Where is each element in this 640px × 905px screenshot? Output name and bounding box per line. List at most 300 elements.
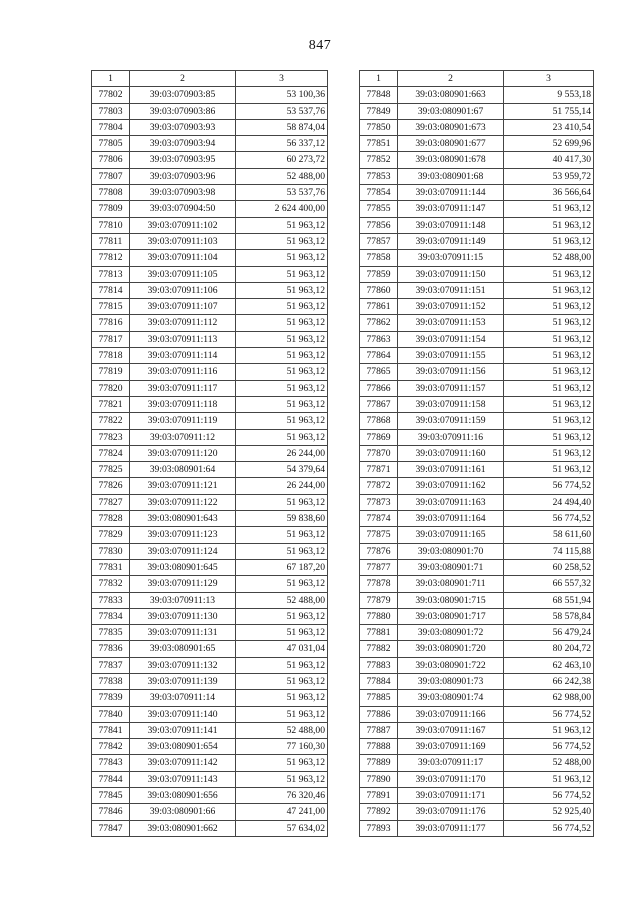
row-number-cell: 77803 — [92, 103, 130, 119]
row-number-cell: 77870 — [360, 445, 398, 461]
value-cell: 51 963,12 — [236, 282, 328, 298]
table-row — [360, 250, 594, 266]
table-row — [360, 396, 594, 412]
value-cell: 51 963,12 — [504, 299, 594, 315]
cadastral-number-cell: 39:03:070911:158 — [398, 396, 504, 412]
cadastral-number-cell: 39:03:080901:65 — [130, 641, 236, 657]
cadastral-number-cell: 39:03:070911:171 — [398, 788, 504, 804]
table-row — [360, 233, 594, 249]
table-row — [92, 445, 328, 461]
row-number-cell: 77891 — [360, 788, 398, 804]
right-table — [359, 70, 594, 837]
table-row — [92, 641, 328, 657]
value-cell: 51 755,14 — [504, 103, 594, 119]
cadastral-number-cell: 39:03:070911:149 — [398, 233, 504, 249]
table-row — [92, 494, 328, 510]
cadastral-number-cell: 39:03:070911:113 — [130, 331, 236, 347]
row-number-cell: 77845 — [92, 788, 130, 804]
cadastral-number-cell: 39:03:070911:165 — [398, 527, 504, 543]
cadastral-number-cell: 39:03:080901:673 — [398, 119, 504, 135]
value-cell: 66 242,38 — [504, 673, 594, 689]
table-row — [92, 87, 328, 103]
cadastral-number-cell: 39:03:070911:130 — [130, 608, 236, 624]
row-number-cell: 77888 — [360, 739, 398, 755]
cadastral-number-cell: 39:03:070911:123 — [130, 527, 236, 543]
value-cell: 60 258,52 — [504, 559, 594, 575]
cadastral-number-cell: 39:03:070911:162 — [398, 478, 504, 494]
cadastral-number-cell: 39:03:080901:711 — [398, 576, 504, 592]
table-row — [92, 282, 328, 298]
cadastral-number-cell: 39:03:080901:73 — [398, 673, 504, 689]
value-cell: 53 959,72 — [504, 168, 594, 184]
table-row — [92, 755, 328, 771]
row-number-cell: 77843 — [92, 755, 130, 771]
row-number-cell: 77820 — [92, 380, 130, 396]
cadastral-number-cell: 39:03:070911:164 — [398, 511, 504, 527]
table-row — [360, 755, 594, 771]
table-row — [92, 511, 328, 527]
value-cell: 51 963,12 — [504, 266, 594, 282]
row-number-cell: 77818 — [92, 348, 130, 364]
cadastral-number-cell: 39:03:070911:119 — [130, 413, 236, 429]
row-number-cell: 77892 — [360, 804, 398, 820]
table-row — [92, 543, 328, 559]
value-cell: 26 244,00 — [236, 445, 328, 461]
cadastral-number-cell: 39:03:070903:93 — [130, 119, 236, 135]
cadastral-number-cell: 39:03:070911:104 — [130, 250, 236, 266]
cadastral-number-cell: 39:03:080901:654 — [130, 739, 236, 755]
table-row — [360, 152, 594, 168]
table-row — [92, 706, 328, 722]
value-cell: 51 963,12 — [236, 576, 328, 592]
cadastral-number-cell: 39:03:070911:142 — [130, 755, 236, 771]
table-row — [92, 185, 328, 201]
value-cell: 56 774,52 — [504, 788, 594, 804]
row-number-cell: 77839 — [92, 690, 130, 706]
value-cell: 80 204,72 — [504, 641, 594, 657]
table-row — [92, 250, 328, 266]
cadastral-number-cell: 39:03:070911:17 — [398, 755, 504, 771]
table-row — [360, 592, 594, 608]
table-row — [92, 462, 328, 478]
column-header-3: 3 — [236, 71, 328, 87]
table-row — [92, 576, 328, 592]
table-row — [360, 87, 594, 103]
table-row — [360, 331, 594, 347]
row-number-cell: 77864 — [360, 348, 398, 364]
row-number-cell: 77822 — [92, 413, 130, 429]
cadastral-number-cell: 39:03:070911:159 — [398, 413, 504, 429]
table-row — [92, 396, 328, 412]
row-number-cell: 77825 — [92, 462, 130, 478]
table-header-row — [92, 71, 328, 87]
value-cell: 51 963,12 — [504, 380, 594, 396]
row-number-cell: 77838 — [92, 673, 130, 689]
row-number-cell: 77863 — [360, 331, 398, 347]
value-cell: 51 963,12 — [236, 755, 328, 771]
row-number-cell: 77840 — [92, 706, 130, 722]
row-number-cell: 77808 — [92, 185, 130, 201]
table-row — [92, 315, 328, 331]
cadastral-number-cell: 39:03:070911:132 — [130, 657, 236, 673]
cadastral-number-cell: 39:03:070903:86 — [130, 103, 236, 119]
value-cell: 51 963,12 — [236, 657, 328, 673]
cadastral-number-cell: 39:03:080901:722 — [398, 657, 504, 673]
value-cell: 51 963,12 — [236, 771, 328, 787]
row-number-cell: 77875 — [360, 527, 398, 543]
row-number-cell: 77885 — [360, 690, 398, 706]
table-row — [360, 364, 594, 380]
row-number-cell: 77868 — [360, 413, 398, 429]
row-number-cell: 77848 — [360, 87, 398, 103]
table-row — [92, 217, 328, 233]
cadastral-number-cell: 39:03:070911:155 — [398, 348, 504, 364]
cadastral-number-cell: 39:03:070911:102 — [130, 217, 236, 233]
row-number-cell: 77837 — [92, 657, 130, 673]
table-row — [360, 559, 594, 575]
cadastral-number-cell: 39:03:070903:95 — [130, 152, 236, 168]
row-number-cell: 77865 — [360, 364, 398, 380]
value-cell: 56 774,52 — [504, 511, 594, 527]
row-number-cell: 77849 — [360, 103, 398, 119]
row-number-cell: 77869 — [360, 429, 398, 445]
cadastral-number-cell: 39:03:080901:645 — [130, 559, 236, 575]
row-number-cell: 77861 — [360, 299, 398, 315]
value-cell: 62 463,10 — [504, 657, 594, 673]
table-row — [360, 380, 594, 396]
cadastral-number-cell: 39:03:080901:663 — [398, 87, 504, 103]
value-cell: 67 187,20 — [236, 559, 328, 575]
cadastral-number-cell: 39:03:070911:157 — [398, 380, 504, 396]
row-number-cell: 77872 — [360, 478, 398, 494]
table-row — [360, 266, 594, 282]
value-cell: 51 963,12 — [236, 233, 328, 249]
value-cell: 51 963,12 — [236, 364, 328, 380]
table-row — [360, 348, 594, 364]
row-number-cell: 77884 — [360, 673, 398, 689]
row-number-cell: 77853 — [360, 168, 398, 184]
table-row — [360, 511, 594, 527]
table-row — [92, 608, 328, 624]
table-row — [92, 429, 328, 445]
row-number-cell: 77859 — [360, 266, 398, 282]
table-row — [92, 559, 328, 575]
value-cell: 51 963,12 — [504, 771, 594, 787]
row-number-cell: 77811 — [92, 233, 130, 249]
cadastral-number-cell: 39:03:070911:163 — [398, 494, 504, 510]
value-cell: 52 488,00 — [236, 722, 328, 738]
value-cell: 51 963,12 — [504, 233, 594, 249]
cadastral-number-cell: 39:03:080901:70 — [398, 543, 504, 559]
table-row — [360, 299, 594, 315]
row-number-cell: 77874 — [360, 511, 398, 527]
row-number-cell: 77856 — [360, 217, 398, 233]
row-number-cell: 77877 — [360, 559, 398, 575]
table-row — [360, 119, 594, 135]
table-row — [92, 103, 328, 119]
row-number-cell: 77881 — [360, 625, 398, 641]
table-row — [360, 804, 594, 820]
value-cell: 66 557,32 — [504, 576, 594, 592]
table-row — [92, 771, 328, 787]
table-row — [360, 820, 594, 836]
cadastral-number-cell: 39:03:070911:177 — [398, 820, 504, 836]
value-cell: 51 963,12 — [236, 413, 328, 429]
cadastral-number-cell: 39:03:070911:161 — [398, 462, 504, 478]
cadastral-number-cell: 39:03:070911:139 — [130, 673, 236, 689]
table-row — [360, 103, 594, 119]
cadastral-number-cell: 39:03:070911:12 — [130, 429, 236, 445]
cadastral-number-cell: 39:03:070911:107 — [130, 299, 236, 315]
cadastral-number-cell: 39:03:070911:156 — [398, 364, 504, 380]
row-number-cell: 77857 — [360, 233, 398, 249]
row-number-cell: 77867 — [360, 396, 398, 412]
cadastral-number-cell: 39:03:070911:160 — [398, 445, 504, 461]
table-row — [92, 788, 328, 804]
cadastral-number-cell: 39:03:070911:114 — [130, 348, 236, 364]
cadastral-number-cell: 39:03:070911:153 — [398, 315, 504, 331]
table-header-row — [360, 71, 594, 87]
table-row — [92, 657, 328, 673]
table-row — [360, 494, 594, 510]
table-row — [360, 201, 594, 217]
row-number-cell: 77836 — [92, 641, 130, 657]
cadastral-number-cell: 39:03:070911:140 — [130, 706, 236, 722]
row-number-cell: 77806 — [92, 152, 130, 168]
page-number: 847 — [308, 38, 332, 53]
row-number-cell: 77850 — [360, 119, 398, 135]
value-cell: 52 488,00 — [504, 250, 594, 266]
value-cell: 54 379,64 — [236, 462, 328, 478]
table-row — [92, 527, 328, 543]
row-number-cell: 77887 — [360, 722, 398, 738]
cadastral-number-cell: 39:03:080901:74 — [398, 690, 504, 706]
cadastral-number-cell: 39:03:070903:98 — [130, 185, 236, 201]
table-row — [360, 706, 594, 722]
table-row — [92, 739, 328, 755]
cadastral-number-cell: 39:03:070911:118 — [130, 396, 236, 412]
cadastral-number-cell: 39:03:070911:120 — [130, 445, 236, 461]
table-row — [360, 576, 594, 592]
cadastral-number-cell: 39:03:070911:131 — [130, 625, 236, 641]
table-row — [360, 788, 594, 804]
cadastral-number-cell: 39:03:070911:170 — [398, 771, 504, 787]
cadastral-number-cell: 39:03:080901:66 — [130, 804, 236, 820]
table-row — [92, 592, 328, 608]
row-number-cell: 77866 — [360, 380, 398, 396]
value-cell: 76 320,46 — [236, 788, 328, 804]
value-cell: 51 963,12 — [504, 396, 594, 412]
column-header-2: 2 — [398, 71, 504, 87]
cadastral-number-cell: 39:03:070911:148 — [398, 217, 504, 233]
cadastral-number-cell: 39:03:070911:112 — [130, 315, 236, 331]
row-number-cell: 77828 — [92, 511, 130, 527]
table-row — [360, 527, 594, 543]
cadastral-number-cell: 39:03:070911:144 — [398, 185, 504, 201]
table-row — [360, 543, 594, 559]
table-row — [92, 233, 328, 249]
value-cell: 51 963,12 — [504, 348, 594, 364]
value-cell: 52 488,00 — [236, 168, 328, 184]
cadastral-number-cell: 39:03:080901:677 — [398, 136, 504, 152]
row-number-cell: 77846 — [92, 804, 130, 820]
table-row — [92, 625, 328, 641]
row-number-cell: 77862 — [360, 315, 398, 331]
row-number-cell: 77871 — [360, 462, 398, 478]
cadastral-number-cell: 39:03:070911:129 — [130, 576, 236, 592]
value-cell: 51 963,12 — [504, 217, 594, 233]
table-row — [360, 429, 594, 445]
value-cell: 58 611,60 — [504, 527, 594, 543]
value-cell: 51 963,12 — [236, 217, 328, 233]
cadastral-number-cell: 39:03:080901:717 — [398, 608, 504, 624]
row-number-cell: 77831 — [92, 559, 130, 575]
value-cell: 51 963,12 — [236, 331, 328, 347]
row-number-cell: 77880 — [360, 608, 398, 624]
cadastral-number-cell: 39:03:070911:167 — [398, 722, 504, 738]
row-number-cell: 77819 — [92, 364, 130, 380]
value-cell: 52 488,00 — [236, 592, 328, 608]
value-cell: 51 963,12 — [236, 673, 328, 689]
value-cell: 51 963,12 — [504, 282, 594, 298]
table-row — [92, 201, 328, 217]
row-number-cell: 77889 — [360, 755, 398, 771]
value-cell: 51 963,12 — [236, 315, 328, 331]
column-header-2: 2 — [130, 71, 236, 87]
cadastral-number-cell: 39:03:070911:152 — [398, 299, 504, 315]
row-number-cell: 77873 — [360, 494, 398, 510]
value-cell: 51 963,12 — [236, 429, 328, 445]
table-row — [360, 282, 594, 298]
table-row — [92, 168, 328, 184]
table-row — [92, 380, 328, 396]
left-table — [91, 70, 328, 837]
table-row — [360, 690, 594, 706]
table-row — [92, 136, 328, 152]
row-number-cell: 77842 — [92, 739, 130, 755]
row-number-cell: 77805 — [92, 136, 130, 152]
row-number-cell: 77890 — [360, 771, 398, 787]
cadastral-number-cell: 39:03:070911:117 — [130, 380, 236, 396]
value-cell: 51 963,12 — [236, 494, 328, 510]
table-row — [360, 413, 594, 429]
value-cell: 9 553,18 — [504, 87, 594, 103]
row-number-cell: 77882 — [360, 641, 398, 657]
value-cell: 56 774,52 — [504, 820, 594, 836]
cadastral-number-cell: 39:03:080901:643 — [130, 511, 236, 527]
table-row — [92, 673, 328, 689]
row-number-cell: 77813 — [92, 266, 130, 282]
row-number-cell: 77844 — [92, 771, 130, 787]
table-row — [360, 168, 594, 184]
cadastral-number-cell: 39:03:070911:122 — [130, 494, 236, 510]
value-cell: 23 410,54 — [504, 119, 594, 135]
table-row — [360, 445, 594, 461]
cadastral-number-cell: 39:03:080901:678 — [398, 152, 504, 168]
column-header-1: 1 — [92, 71, 130, 87]
value-cell: 51 963,12 — [236, 690, 328, 706]
table-row — [360, 478, 594, 494]
table-row — [92, 348, 328, 364]
row-number-cell: 77855 — [360, 201, 398, 217]
value-cell: 56 774,52 — [504, 478, 594, 494]
row-number-cell: 77879 — [360, 592, 398, 608]
cadastral-number-cell: 39:03:080901:656 — [130, 788, 236, 804]
table-row — [92, 478, 328, 494]
row-number-cell: 77858 — [360, 250, 398, 266]
table-row — [360, 136, 594, 152]
row-number-cell: 77802 — [92, 87, 130, 103]
cadastral-number-cell: 39:03:070904:50 — [130, 201, 236, 217]
table-row — [360, 641, 594, 657]
value-cell: 51 963,12 — [236, 625, 328, 641]
cadastral-number-cell: 39:03:080901:715 — [398, 592, 504, 608]
cadastral-number-cell: 39:03:080901:720 — [398, 641, 504, 657]
value-cell: 60 273,72 — [236, 152, 328, 168]
row-number-cell: 77824 — [92, 445, 130, 461]
value-cell: 40 417,30 — [504, 152, 594, 168]
cadastral-number-cell: 39:03:080901:662 — [130, 820, 236, 836]
cadastral-number-cell: 39:03:070911:169 — [398, 739, 504, 755]
table-row — [92, 266, 328, 282]
cadastral-number-cell: 39:03:070911:105 — [130, 266, 236, 282]
row-number-cell: 77810 — [92, 217, 130, 233]
value-cell: 56 479,24 — [504, 625, 594, 641]
value-cell: 51 963,12 — [504, 331, 594, 347]
value-cell: 51 963,12 — [236, 543, 328, 559]
table-row — [360, 608, 594, 624]
value-cell: 47 031,04 — [236, 641, 328, 657]
cadastral-number-cell: 39:03:070911:150 — [398, 266, 504, 282]
row-number-cell: 77817 — [92, 331, 130, 347]
value-cell: 56 337,12 — [236, 136, 328, 152]
cadastral-number-cell: 39:03:070911:143 — [130, 771, 236, 787]
row-number-cell: 77830 — [92, 543, 130, 559]
table-row — [92, 820, 328, 836]
table-row — [92, 364, 328, 380]
value-cell: 53 537,76 — [236, 185, 328, 201]
table-row — [360, 315, 594, 331]
cadastral-number-cell: 39:03:070911:166 — [398, 706, 504, 722]
column-header-3: 3 — [504, 71, 594, 87]
value-cell: 53 537,76 — [236, 103, 328, 119]
row-number-cell: 77826 — [92, 478, 130, 494]
value-cell: 26 244,00 — [236, 478, 328, 494]
value-cell: 51 963,12 — [504, 429, 594, 445]
value-cell: 59 838,60 — [236, 511, 328, 527]
value-cell: 47 241,00 — [236, 804, 328, 820]
value-cell: 74 115,88 — [504, 543, 594, 559]
value-cell: 56 774,52 — [504, 706, 594, 722]
table-row — [360, 673, 594, 689]
cadastral-number-cell: 39:03:070911:151 — [398, 282, 504, 298]
value-cell: 58 874,04 — [236, 119, 328, 135]
row-number-cell: 77860 — [360, 282, 398, 298]
cadastral-number-cell: 39:03:080901:64 — [130, 462, 236, 478]
table-row — [92, 413, 328, 429]
row-number-cell: 77816 — [92, 315, 130, 331]
cadastral-number-cell: 39:03:070903:85 — [130, 87, 236, 103]
value-cell: 51 963,12 — [504, 201, 594, 217]
cadastral-number-cell: 39:03:070911:14 — [130, 690, 236, 706]
row-number-cell: 77832 — [92, 576, 130, 592]
row-number-cell: 77893 — [360, 820, 398, 836]
row-number-cell: 77851 — [360, 136, 398, 152]
table-row — [360, 722, 594, 738]
table-row — [360, 739, 594, 755]
value-cell: 51 963,12 — [236, 396, 328, 412]
row-number-cell: 77833 — [92, 592, 130, 608]
